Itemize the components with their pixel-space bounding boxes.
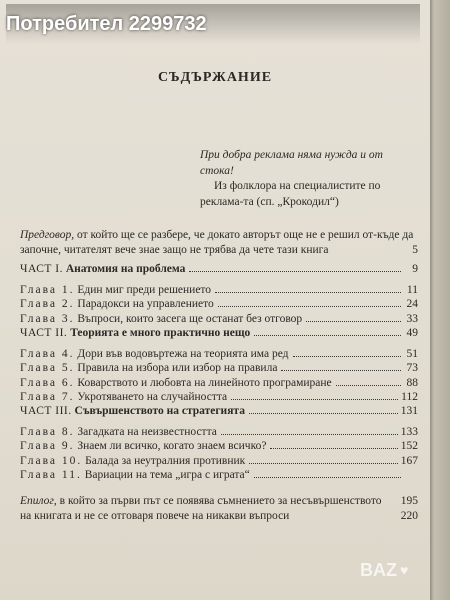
epigraph-source: Из фолклора на специалистите по реклама-та (сп. „Крокодил“) <box>200 180 381 208</box>
chapter-label: Глава 7. <box>20 391 75 403</box>
preface-page: 5 <box>412 243 418 256</box>
chapter-label: Глава 9. <box>20 440 75 452</box>
leader-dots <box>189 271 401 272</box>
chapter-title: Един миг преди решението <box>77 283 212 296</box>
part-heading[interactable] <box>20 326 418 341</box>
part-heading[interactable] <box>20 404 418 419</box>
chapter-label: Глава 2. <box>20 298 75 310</box>
part-heading[interactable] <box>20 262 418 277</box>
chapter-label: Глава 10. <box>20 454 83 467</box>
chapter-row[interactable] <box>20 439 418 454</box>
chapter-page: 11 <box>406 283 418 296</box>
leader-dots <box>218 306 401 307</box>
chapter-row[interactable] <box>20 347 418 362</box>
seller-username[interactable]: Потребител 2299732 <box>6 12 207 35</box>
leader-dots <box>249 463 398 464</box>
epilogue-entry[interactable] <box>20 494 418 523</box>
chapter-row[interactable] <box>20 283 418 298</box>
epigraph <box>200 148 410 210</box>
chapter-row[interactable] <box>20 468 418 483</box>
chapter-page: 112 <box>401 391 418 403</box>
leader-dots <box>270 448 397 449</box>
chapter-row[interactable] <box>20 361 418 376</box>
leader-dots <box>254 335 401 336</box>
chapter-row[interactable] <box>20 297 418 312</box>
part-page: 9 <box>412 263 418 275</box>
chapter-row[interactable] <box>20 312 418 327</box>
part-page: 131 <box>400 405 418 417</box>
chapter-title: Коварството и любовта на линейното програмиране <box>77 376 332 389</box>
chapter-label: Глава 1. <box>20 283 75 296</box>
chapter-label: Глава 3. <box>20 312 75 325</box>
chapter-title: Знаем ли всичко, когато знаем всичко? <box>77 440 267 452</box>
chapter-page: 33 <box>406 312 418 325</box>
toc-title: СЪДЪРЖАНИЕ <box>157 70 273 85</box>
seller-username-banner[interactable] <box>6 4 420 44</box>
chapter-title: Правила на избора или избор на правила <box>77 362 278 374</box>
part-3 <box>20 404 418 483</box>
heart-icon: ♥ <box>400 562 409 578</box>
leader-dots <box>221 434 398 435</box>
part-1 <box>20 262 418 326</box>
chapter-title: Вариации на тема „игра с играта“ <box>84 469 250 481</box>
chapter-title: Загадката на неизвестността <box>77 425 217 438</box>
chapter-page: 133 <box>400 425 418 438</box>
epilogue-lead: Епилог, <box>20 495 57 507</box>
chapter-label: Глава 4. <box>20 347 75 360</box>
leader-dots <box>249 413 398 414</box>
chapter-title: Укротяването на случайността <box>77 391 228 403</box>
bazar-watermark <box>360 556 430 584</box>
preface-text: от който ще се разбере, че докато авторът още не е решил от-къде да започне, читателят вече знае защо не трябва да чете тази книга <box>20 229 414 256</box>
chapter-page: 73 <box>406 362 418 374</box>
chapter-label: Глава 8. <box>20 425 75 438</box>
epigraph-quote: При добра реклама няма нужда и от стока! <box>200 149 383 177</box>
epilogue-page-2: 220 <box>400 509 418 522</box>
chapter-page: 51 <box>406 347 418 360</box>
chapter-label: Глава 5. <box>20 362 75 374</box>
chapter-row[interactable] <box>20 390 418 405</box>
chapter-row[interactable] <box>20 376 418 391</box>
watermark-brand: BAZ <box>360 559 397 580</box>
leader-dots <box>254 477 401 478</box>
leader-dots <box>293 356 401 357</box>
chapter-page: 167 <box>400 454 418 467</box>
page-edge-shadow <box>430 0 434 600</box>
chapter-label: Глава 11. <box>20 469 82 481</box>
part-name: Теорията е много практично нещо <box>70 327 251 339</box>
leader-dots <box>215 292 401 293</box>
part-page: 49 <box>406 327 418 339</box>
chapter-page: 24 <box>406 298 418 310</box>
leader-dots <box>231 399 398 400</box>
preface-entry[interactable] <box>20 228 418 257</box>
leader-dots <box>281 370 401 371</box>
chapter-page: 88 <box>406 376 418 389</box>
part-name: Съвършенството на стратегията <box>74 405 245 417</box>
part-2 <box>20 326 418 405</box>
leader-dots <box>336 385 401 386</box>
part-number: ЧАСТ I. <box>20 263 63 275</box>
leader-dots <box>306 321 401 322</box>
preface-lead: Предговор, <box>20 229 75 241</box>
chapter-row[interactable] <box>20 454 418 469</box>
chapter-row[interactable] <box>20 425 418 440</box>
chapter-title: Балада за неутралния противник <box>85 454 246 467</box>
part-name: Анатомия на проблема <box>65 263 186 275</box>
chapter-title: Въпроси, които засега ще останат без отговор <box>77 312 303 325</box>
chapter-label: Глава 6. <box>20 376 75 389</box>
chapter-page: 152 <box>400 440 418 452</box>
chapter-title: Парадокси на управлението <box>77 298 214 310</box>
part-number: ЧАСТ III. <box>20 405 72 417</box>
part-number: ЧАСТ II. <box>20 327 68 339</box>
epilogue-text: в който за първи път се появява съмнението за несъвършенството на книгата и не се отговаря повече на никакви въпроси <box>20 495 382 522</box>
epilogue-page-1: 195 <box>400 495 418 507</box>
chapter-title: Дори във водовъртежа на теорията има ред <box>77 347 289 360</box>
